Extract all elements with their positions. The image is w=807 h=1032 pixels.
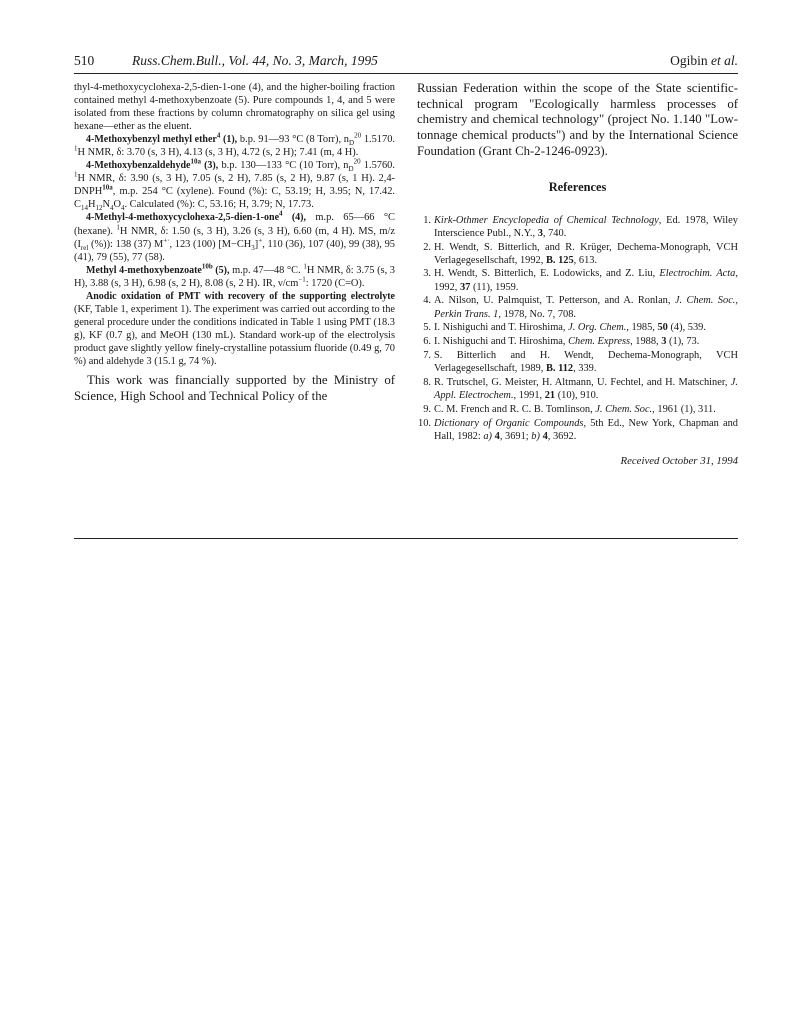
acknowledgement-end: Russian Federation within the scope of the State scientific-technical program "Ecologically harmless processes of chemistry and chemical technology" (project No. 1.140 "Low-tonnage chemical products") and by the International Science Foundation (Grant Ch-2-1246-0923). xyxy=(417,81,738,158)
reference-item: 4. A. Nilson, U. Palmquist, T. Petterson, and A. Ronlan, J. Chem. Soc., Perkin Trans. 1, 1978, No. 7, 708. xyxy=(417,294,738,320)
references-heading: References xyxy=(548,179,607,194)
anodic-oxidation-paragraph: Anodic oxidation of PMT with recovery of the supporting electrolyte (KF, Table 1, experiment 1). The experiment was carried out according to the general procedure under the conditions indicated in Table 1 using PMT (18.3 g), KF (0.7 g), and MeOH (130 mL). Standard work-up of the electrolysis product gave slightly yellow finely-crystalline potassium fluoride (0.49 g, 70 %) and aldehyde 3 (15.1 g, 74 %). xyxy=(74,290,395,367)
footer-rule xyxy=(74,538,738,539)
reference-number: 8. xyxy=(423,377,431,389)
reference-number: 6. xyxy=(423,336,431,348)
reference-number: 1. xyxy=(423,214,431,226)
compound-3-entry: 4-Methoxybenzaldehyde$^{10a}$ (3), b.p. 130—133 °C (10 Torr), $n_D^{20}$ 1.5760. $^1$H NMR, δ: 3.90 (s, 3 H), 7.05 (s, 2 H), 7.85 (s, 2 H), 9.87 (s, 1 H). $2,4-DNPH^{10a}$, m.p. 254 °C (xylene). Found (%): C, 53.19; H, 3.95; N, 17.42. $C_{14}H_{12}N_4O_4$. Calculated (%): C, 53.16; H, 3.79; N, 17.73. xyxy=(74,157,395,213)
reference-item: 1. Kirk-Othmer Encyclopedia of Chemical Technology, Ed. 1978, Wiley Interscience Publ., N.Y., 3, 740. xyxy=(417,214,738,240)
reference-item: 6. I. Nishiguchi and T. Hiroshima, Chem. Express, 1988, 3 (1), 73. xyxy=(417,335,738,348)
acknowledgement-start: This work was financially supported by the Ministry of Science, High School and Technical Policy of the xyxy=(74,373,395,403)
journal-citation: Russ.Chem.Bull., Vol. 44, No. 3, March, 1995 xyxy=(132,53,378,68)
reference-number: 2. xyxy=(423,241,431,253)
running-header xyxy=(74,53,738,73)
reference-number: 10. xyxy=(418,418,431,430)
reference-number: 5. xyxy=(423,322,431,334)
compound-4-entry: 4-Methyl-4-methoxycyclohexa-2,5-dien-1-one$^4$ (4), m.p. 65—66 °C (hexane). $^1$H NMR, δ: 1.50 (s, 3 H), 3.26 (s, 3 H), 6.60 (m, 4 H). MS, m/z ($I_{rel}$ (%)): 138 (37) M+·, 123 (100) $[M-CH_3]^+$, 110 (36), 107 (40), 99 (38), 95 (41), 79 (55), 77 (58). xyxy=(74,210,395,263)
reference-item: 2. H. Wendt, S. Bitterlich, and R. Krüger, Dechema-Monograph, VCH Verlagegesellschaft, 1992, B. 125, 613. xyxy=(417,241,738,267)
reference-number: 3. xyxy=(423,268,431,280)
reference-item: 5. I. Nishiguchi and T. Hiroshima, J. Org. Chem., 1985, 50 (4), 539. xyxy=(417,321,738,334)
compound-5-entry: Methyl 4-methoxybenzoate$^{10b}$ (5), m.p. 47—48 °C. $^1$H NMR, δ: 3.75 (s, 3 H), 3.88 (s, 3 H), 6.98 (s, 2 H), 8.08 (s, 2 H). IR, $\nu/cm^{-1}$: 1720 (C=O). xyxy=(74,262,396,289)
reference-item: 7. S. Bitterlich and H. Wendt, Dechema-Monograph, VCH Verlagegesellschaft, 1989, B. 112, 339. xyxy=(417,349,738,375)
right-column xyxy=(417,81,738,467)
reference-item: 8. R. Trutschel, G. Meister, H. Altmann, U. Fechtel, and H. Matschiner, J. Appl. Electrochem., 1991, 21 (10), 910. xyxy=(417,376,738,402)
reference-number: 9. xyxy=(423,404,431,416)
compound-1-entry: 4-Methoxybenzyl methyl ether$^4$ (1), b.p. 91—93 °C (8 Torr), $n_D^{20}$ 1.5170. $^1$H NMR, δ: 3.70 (s, 3 H), 4.13 (s, 3 H), 4.72 (s, 2 H); 7.41 (m, 4 H). xyxy=(74,131,395,159)
experimental-section xyxy=(74,81,395,368)
reference-item: 3. H. Wendt, S. Bitterlich, E. Lodowicks, and Z. Liu, Electrochim. Acta, 1992, 37 (11), 1959. xyxy=(417,267,738,293)
reference-item: 9. C. M. French and R. C. B. Tomlinson, J. Chem. Soc., 1961 (1), 311. xyxy=(417,403,738,416)
left-column xyxy=(74,81,395,404)
running-authors: Ogibin et al. xyxy=(670,53,738,68)
reference-number: 4. xyxy=(423,295,431,307)
page-number: 510 xyxy=(74,53,95,68)
header-rule xyxy=(74,73,738,74)
references-list xyxy=(417,214,738,444)
reference-number: 7. xyxy=(423,350,431,362)
received-date: Received October 31, 1994 xyxy=(620,455,738,468)
reference-item: 10. Dictionary of Organic Compounds, 5th Ed., New York, Chapman and Hall, 1982: a) 4, 3691; b) 4, 3692. xyxy=(418,418,738,443)
paragraph-fractions: thyl-4-methoxycyclohexa-2,5-dien-1-one (4), and the higher-boiling fraction contained methyl 4-methoxybenzoate (5). Pure compounds 1, 4, and 5 were isolated from these fractions by column chromatography on silica gel using hexane—ether as the eluent. xyxy=(74,82,395,133)
